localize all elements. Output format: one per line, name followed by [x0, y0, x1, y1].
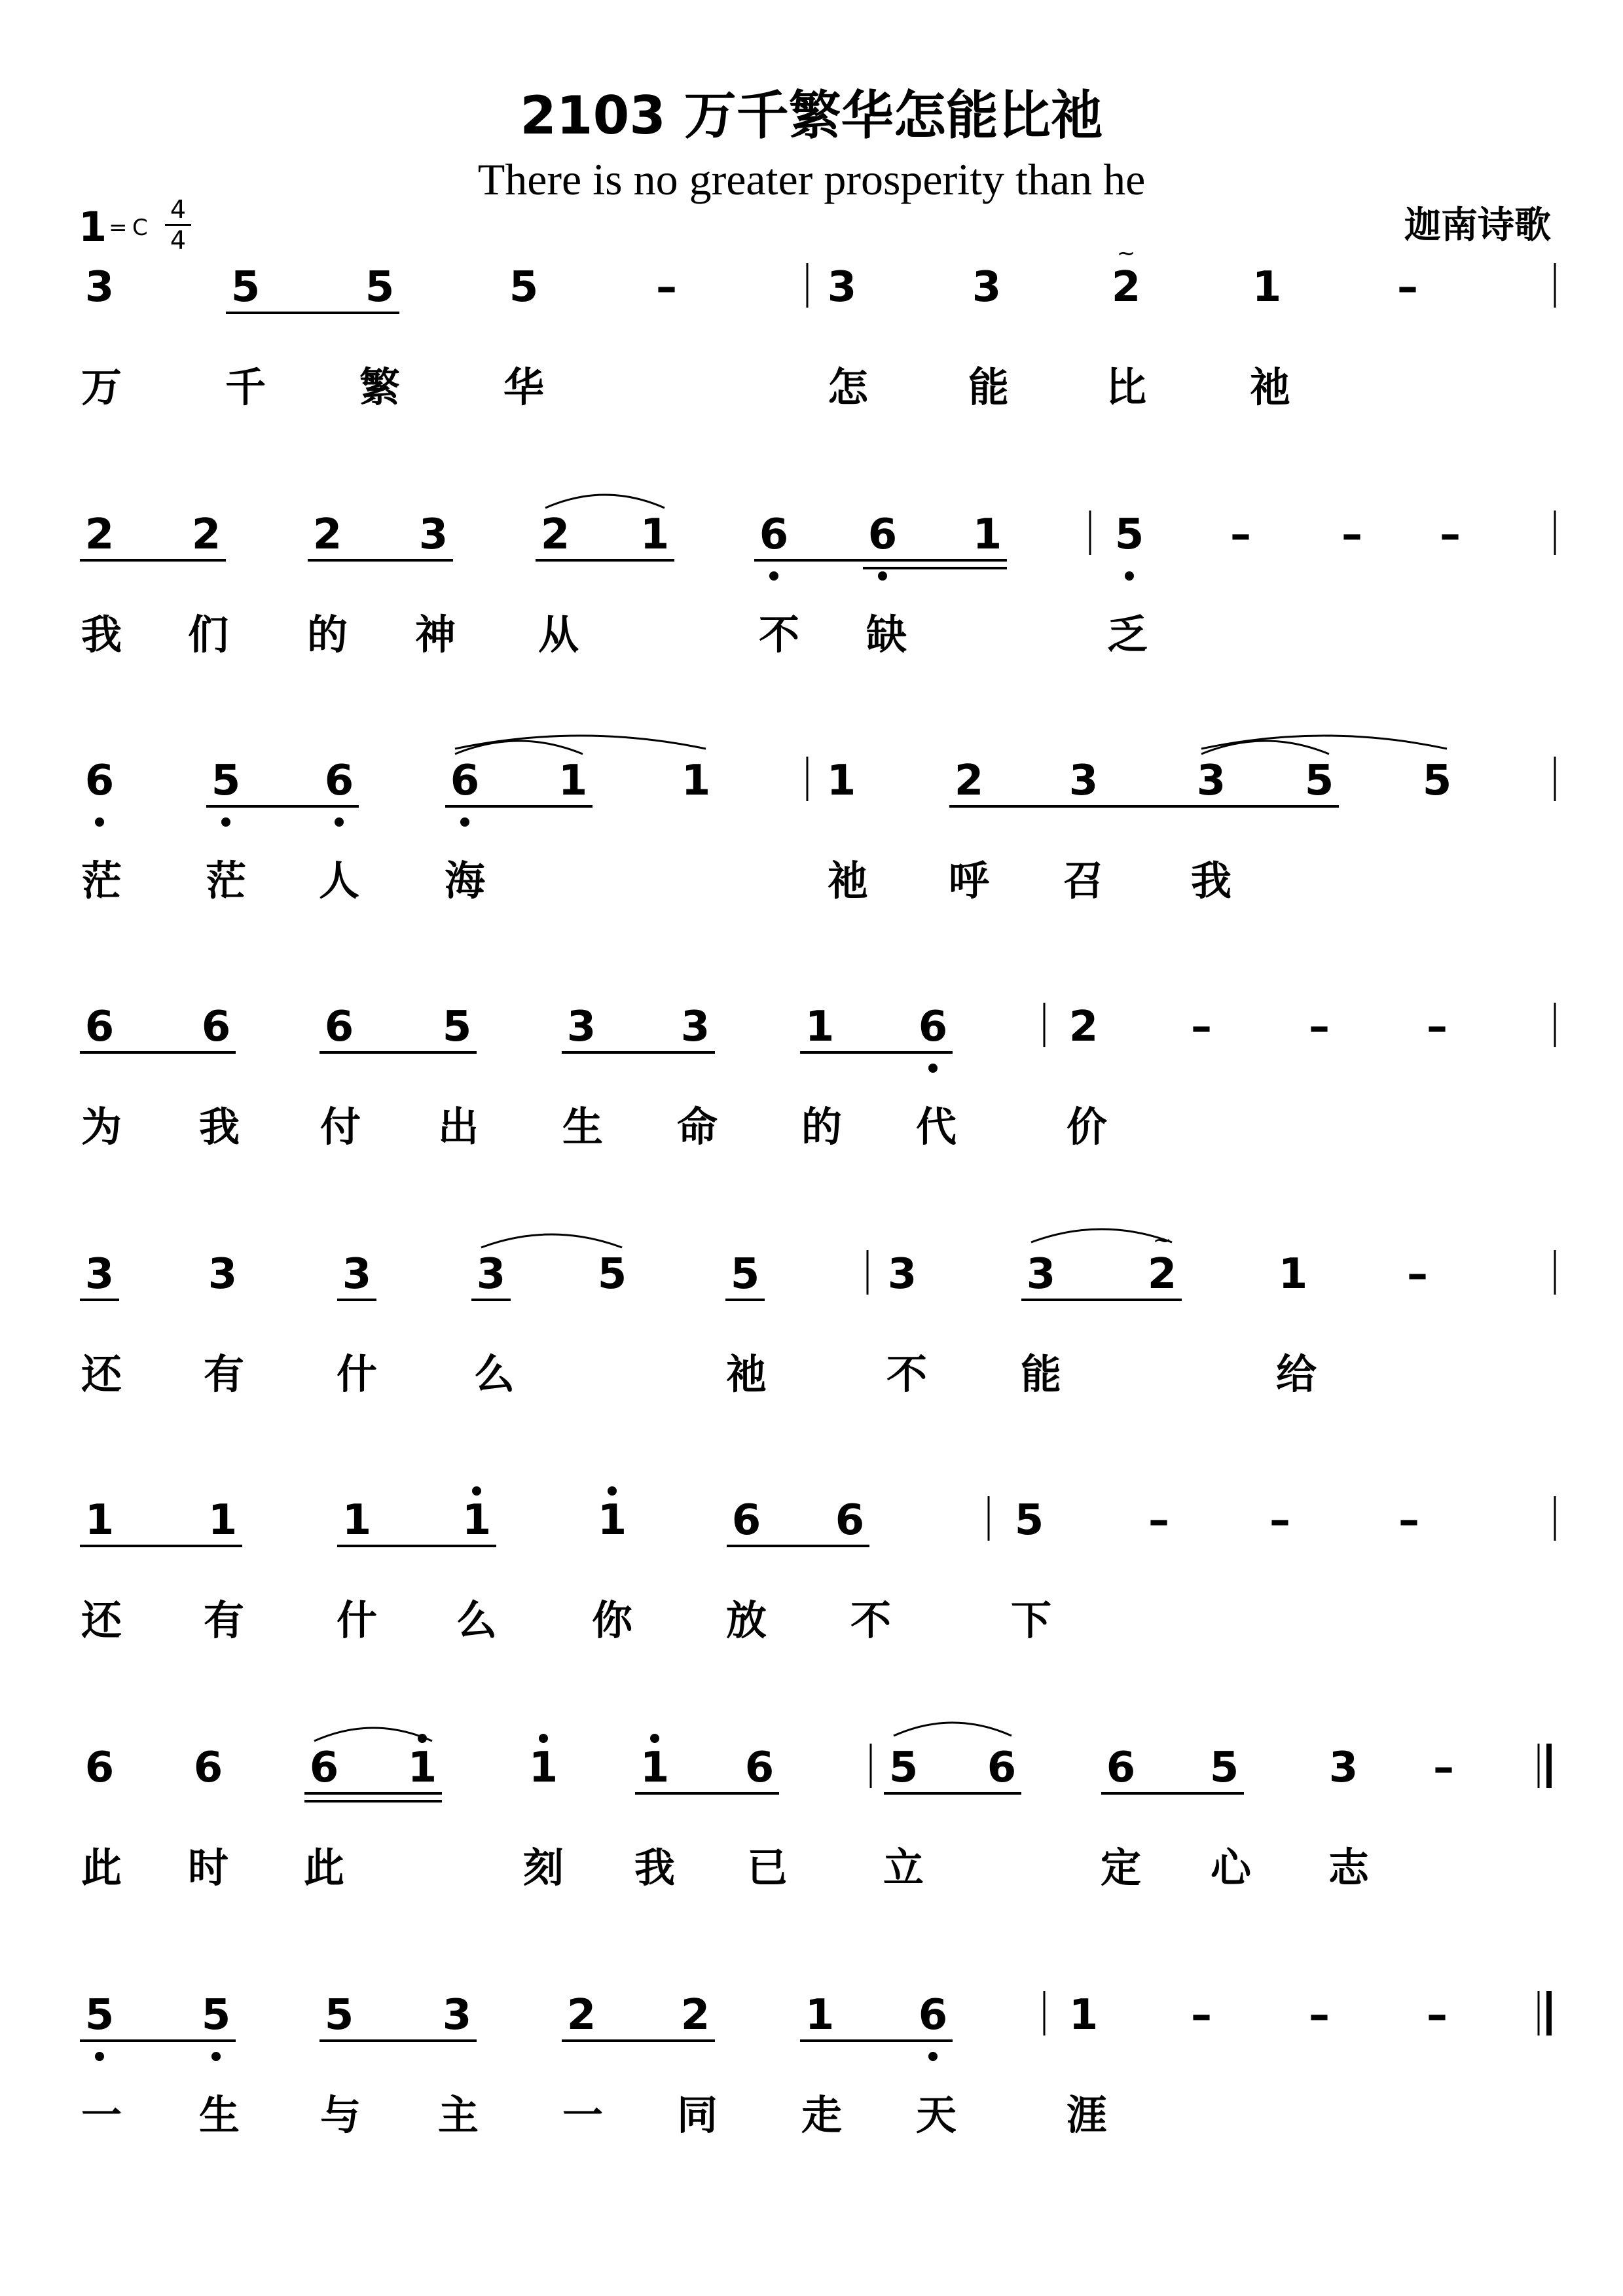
note: 1	[407, 1744, 437, 1792]
ornament-mark: ~	[1152, 1227, 1172, 1253]
note: 5	[1114, 511, 1144, 559]
note: 3	[342, 1250, 372, 1299]
slur-arc	[545, 495, 665, 508]
note: 6	[918, 1991, 948, 2039]
octave-dot	[95, 817, 104, 827]
note: –	[1309, 1003, 1330, 1051]
note: –	[1440, 511, 1461, 559]
lyric-char: 此	[303, 1844, 345, 1892]
octave-dot	[460, 817, 469, 827]
lyric-char: 么	[456, 1596, 498, 1644]
octave-dot	[650, 1734, 659, 1743]
time-sig-bottom: 4	[170, 226, 187, 255]
note: 2	[566, 1991, 596, 2039]
note: 5	[730, 1250, 760, 1299]
score-line	[81, 736, 1555, 905]
note: 5	[888, 1744, 919, 1792]
note: 2	[1111, 263, 1141, 312]
lyric-char: 一	[81, 2091, 122, 2139]
lyric-char: 乏	[1106, 611, 1148, 658]
note: 1	[1068, 1991, 1099, 2039]
note: 1	[597, 1496, 627, 1545]
note: 1	[462, 1496, 492, 1545]
lyric-char: 付	[319, 1103, 361, 1151]
note: 3	[442, 1991, 472, 2039]
note: –	[1191, 1991, 1212, 2039]
lyric-char: 繁	[359, 363, 401, 411]
note: 6	[450, 757, 480, 805]
lyric-char: 给	[1275, 1350, 1317, 1398]
note: 5	[1014, 1496, 1044, 1545]
slur-arc	[314, 1728, 432, 1741]
note: 6	[918, 1003, 948, 1051]
lyric-char: 一	[562, 2091, 604, 2139]
lyric-char: 主	[437, 2091, 479, 2139]
score-line	[80, 1003, 1555, 1151]
note: 1	[208, 1496, 238, 1545]
note: 6	[835, 1496, 865, 1545]
lyric-char: 心	[1210, 1844, 1252, 1892]
lyric-char: 祂	[827, 857, 869, 905]
note: –	[1397, 263, 1418, 312]
score-line	[80, 495, 1555, 658]
lyric-char: 定	[1100, 1844, 1142, 1892]
note: 3	[972, 263, 1002, 312]
lyric-char: 时	[187, 1844, 229, 1892]
note: 6	[201, 1003, 231, 1051]
note: 1	[342, 1496, 372, 1545]
lyric-char: 已	[746, 1844, 788, 1892]
lyric-char: 命	[676, 1103, 718, 1151]
note: 6	[309, 1744, 339, 1792]
slur-arc	[455, 736, 706, 749]
lyric-char: 祂	[725, 1350, 767, 1398]
lyric-char: 还	[81, 1596, 122, 1644]
note: 3	[84, 1250, 115, 1299]
note: 3	[827, 263, 857, 312]
note: –	[1148, 1496, 1169, 1545]
lyric-char: 还	[81, 1350, 122, 1398]
lyric-char: 走	[801, 2091, 843, 2139]
note: 1	[528, 1744, 558, 1792]
lyric-char: 茫	[205, 857, 247, 905]
lyric-char: 能	[968, 363, 1010, 411]
note: –	[656, 263, 677, 312]
lyric-char: 从	[538, 611, 579, 658]
note: 1	[1278, 1250, 1308, 1299]
note: 1	[640, 1744, 670, 1792]
score-line	[80, 1486, 1555, 1644]
octave-dot	[221, 817, 230, 827]
octave-dot	[95, 2052, 104, 2061]
time-sig-top: 4	[170, 195, 187, 224]
note: 1	[805, 1991, 835, 2039]
note: 5	[201, 1991, 231, 2039]
lyric-char: 怎	[827, 363, 869, 411]
note: 6	[324, 757, 354, 805]
lyric-char: 的	[801, 1103, 843, 1151]
octave-dot	[539, 1734, 548, 1743]
lyric-char: 们	[187, 611, 229, 658]
note: 2	[191, 511, 221, 559]
lyric-char: 生	[198, 2091, 240, 2139]
lyric-char: 召	[1063, 857, 1104, 905]
note: 3	[1026, 1250, 1056, 1299]
slur-arc	[1201, 741, 1329, 754]
note: 3	[1196, 757, 1226, 805]
lyric-char: 有	[203, 1350, 245, 1398]
note: 6	[84, 1003, 115, 1051]
octave-dot	[211, 2052, 221, 2061]
note: 5	[597, 1250, 627, 1299]
note: –	[1191, 1003, 1212, 1051]
lyric-char: 华	[503, 363, 545, 411]
score-line	[80, 1227, 1555, 1398]
lyric-char: 万	[81, 363, 122, 411]
note: 5	[324, 1991, 354, 2039]
ornament-mark: ~	[1116, 240, 1136, 266]
lyric-char: 价	[1066, 1103, 1108, 1151]
note: 5	[442, 1003, 472, 1051]
slur-arc	[1201, 736, 1447, 749]
note: –	[1309, 1991, 1330, 2039]
lyric-char: 人	[318, 857, 360, 905]
lyric-char: 呼	[948, 857, 990, 905]
note: 5	[1209, 1744, 1239, 1792]
slur-arc	[481, 1234, 622, 1247]
note: 2	[954, 757, 984, 805]
octave-dot	[928, 2052, 938, 2061]
lyric-char: 刻	[522, 1844, 564, 1892]
note: 3	[680, 1003, 710, 1051]
lyric-char: 什	[336, 1596, 378, 1644]
note: –	[1427, 1003, 1448, 1051]
lyric-char: 此	[81, 1844, 122, 1892]
lyric-char: 代	[915, 1103, 957, 1151]
note: 2	[84, 511, 115, 559]
note: 5	[509, 263, 539, 312]
lyric-char: 神	[414, 611, 456, 658]
note: 3	[1068, 757, 1099, 805]
note: 6	[731, 1496, 761, 1545]
lyric-char: 我	[198, 1103, 240, 1151]
note: 5	[230, 263, 261, 312]
lyric-char: 有	[203, 1596, 245, 1644]
note: 2	[1068, 1003, 1099, 1051]
note: 5	[84, 1991, 115, 2039]
lyric-char: 出	[437, 1103, 479, 1151]
lyric-char: 能	[1020, 1350, 1062, 1398]
note: 1	[826, 757, 856, 805]
lyric-char: 祂	[1249, 363, 1291, 411]
slur-arc	[894, 1723, 1012, 1736]
lyric-char: 千	[225, 363, 266, 411]
lyric-char: 海	[444, 857, 486, 905]
octave-dot	[769, 571, 778, 581]
lyric-char: 志	[1328, 1844, 1370, 1892]
note: 1	[972, 511, 1002, 559]
song-title: 2103 万千繁华怎能比祂	[520, 85, 1103, 146]
note: 1	[84, 1496, 115, 1545]
lyric-char: 缺	[866, 611, 907, 658]
note: –	[1269, 1496, 1290, 1545]
score-line	[80, 1991, 1549, 2139]
note: –	[1433, 1744, 1454, 1792]
lyric-char: 比	[1105, 363, 1147, 411]
note: –	[1398, 1496, 1419, 1545]
lyric-char: 涯	[1066, 2091, 1108, 2139]
note: 6	[84, 757, 115, 805]
lyric-char: 生	[562, 1103, 604, 1151]
note: 3	[1328, 1744, 1359, 1792]
note: 2	[680, 1991, 710, 2039]
note: 6	[759, 511, 789, 559]
note: 3	[887, 1250, 917, 1299]
note: 6	[84, 1744, 115, 1792]
octave-dot	[928, 1064, 938, 1073]
slur-arc	[455, 741, 583, 754]
lyric-char: 放	[725, 1596, 767, 1644]
octave-dot	[1125, 571, 1134, 581]
note: 1	[805, 1003, 835, 1051]
note: 1	[681, 757, 711, 805]
lyric-char: 茫	[81, 857, 122, 905]
note: –	[1341, 511, 1362, 559]
note: 1	[640, 511, 670, 559]
octave-dot	[472, 1486, 481, 1496]
key-equals: =	[109, 215, 128, 241]
score-line	[81, 1723, 1549, 1892]
song-author: 迦南诗歌	[1404, 204, 1551, 247]
note: 6	[193, 1744, 223, 1792]
note: –	[1407, 1250, 1428, 1299]
note: 6	[867, 511, 898, 559]
note: –	[1230, 511, 1251, 559]
note: 6	[987, 1744, 1017, 1792]
lyric-char: 什	[336, 1350, 378, 1398]
note: 5	[211, 757, 241, 805]
lyric-char: 与	[319, 2091, 361, 2139]
note: 6	[1106, 1744, 1136, 1792]
key-note: C	[132, 215, 148, 241]
note: 3	[208, 1250, 238, 1299]
octave-dot	[878, 571, 887, 581]
octave-dot	[335, 817, 344, 827]
note: 2	[1147, 1250, 1177, 1299]
lyric-char: 同	[676, 2091, 718, 2139]
lyric-char: 不	[850, 1596, 892, 1644]
note: 1	[558, 757, 588, 805]
lyric-char: 为	[81, 1103, 122, 1151]
note: 3	[476, 1250, 506, 1299]
lyric-char: 下	[1010, 1596, 1052, 1644]
lyric-char: 不	[758, 611, 800, 658]
song-subtitle: There is no greater prosperity than he	[477, 154, 1146, 204]
lyric-char: 立	[883, 1844, 924, 1892]
note: 1	[1252, 263, 1282, 312]
lyric-char: 我	[1190, 857, 1232, 905]
lyric-char: 天	[915, 2091, 957, 2139]
lyric-char: 我	[81, 611, 122, 658]
lyric-char: 的	[306, 611, 348, 658]
note: 3	[84, 263, 115, 312]
lyric-char: 么	[473, 1350, 515, 1398]
note: 5	[365, 263, 395, 312]
note: 2	[540, 511, 570, 559]
octave-dot	[608, 1486, 617, 1496]
slur-arc	[1031, 1229, 1172, 1242]
score-line	[81, 240, 1555, 411]
lyric-char: 不	[886, 1350, 928, 1398]
lyric-char: 你	[591, 1596, 633, 1644]
key-main: 1	[79, 203, 107, 251]
note: 5	[1422, 757, 1452, 805]
note: 3	[418, 511, 448, 559]
note: 2	[312, 511, 342, 559]
note: –	[1427, 1991, 1448, 2039]
lyric-char: 我	[634, 1844, 676, 1892]
note: 6	[744, 1744, 775, 1792]
note: 5	[1304, 757, 1334, 805]
note: 3	[566, 1003, 596, 1051]
note: 6	[324, 1003, 354, 1051]
